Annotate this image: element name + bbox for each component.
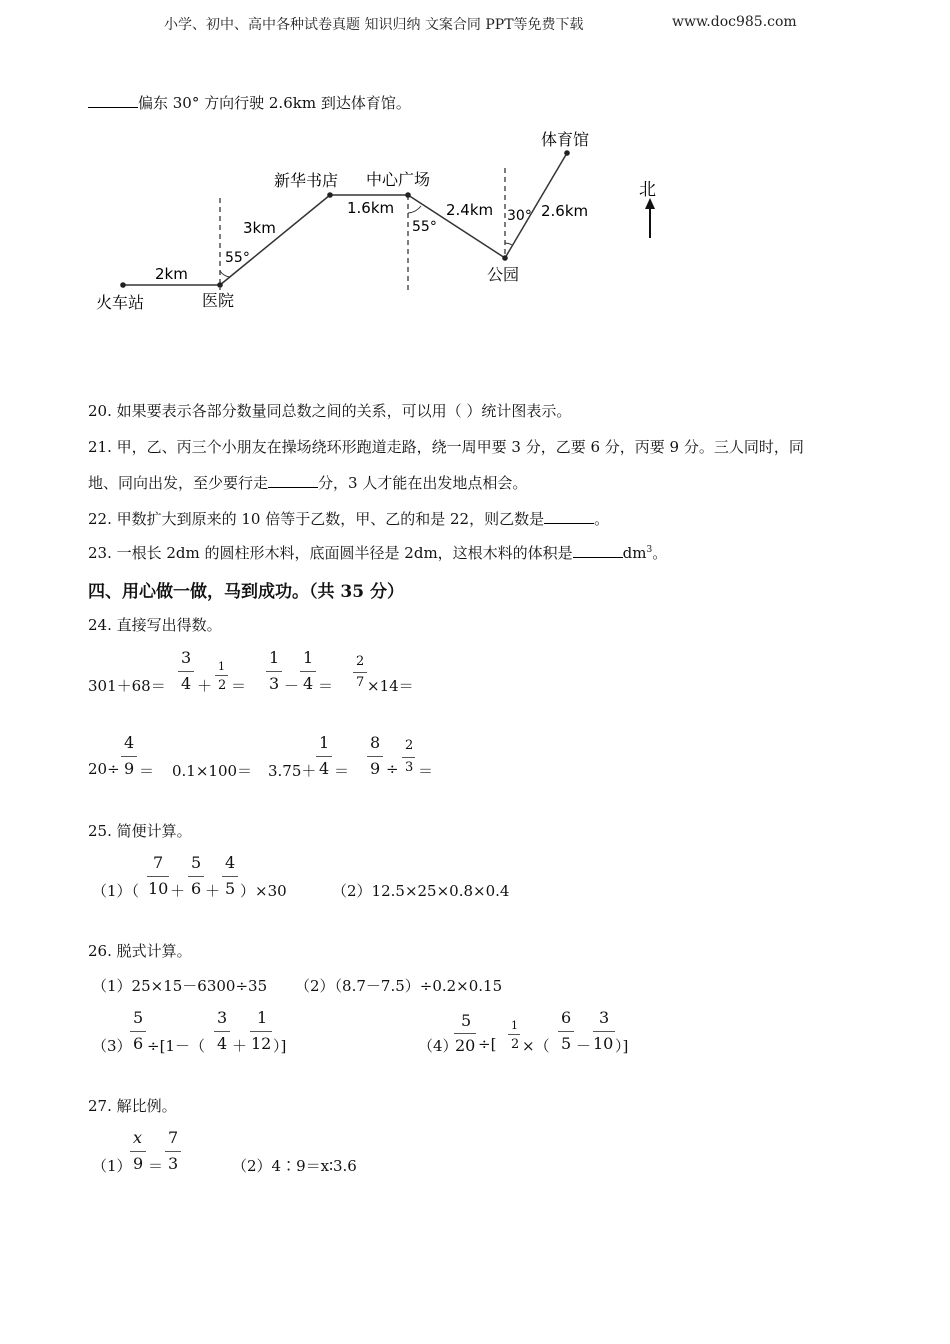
fraction-bar: [130, 1151, 146, 1152]
fraction-num: 1: [319, 733, 330, 752]
header-url[interactable]: www.doc985.com: [672, 14, 797, 30]
q26-p3-pre: （3）: [92, 1037, 132, 1055]
fraction-num: x: [133, 1128, 143, 1147]
fraction-bar: [402, 757, 415, 758]
fraction-num: 4: [124, 733, 135, 752]
q26-p4-post: ）]: [615, 1037, 629, 1055]
q24-expr-1: 301＋68＝: [88, 677, 166, 695]
q23: [88, 542, 667, 563]
fraction-num: 3: [599, 1008, 610, 1027]
fraction-bar: [367, 756, 383, 757]
north-label: 北: [639, 180, 656, 200]
answer-blank[interactable]: [268, 473, 318, 488]
label-square: 中心广场: [366, 170, 431, 189]
fraction-den: 7: [356, 675, 365, 690]
fraction-den: 3: [168, 1154, 179, 1173]
fraction-den: 4: [319, 759, 330, 778]
fraction-bar: [454, 1033, 476, 1034]
point-square: [405, 192, 411, 198]
op: －: [576, 1037, 592, 1055]
fraction-den: 6: [133, 1034, 144, 1053]
fraction-bar: [130, 1031, 146, 1032]
fraction-den: 9: [370, 759, 381, 778]
q23-unit-sup: 3: [646, 545, 653, 555]
q23-end: 。: [652, 544, 668, 562]
dist-4: 2.4km: [446, 201, 494, 219]
q26-title: 26. 脱式计算。: [88, 942, 192, 960]
eq: ＝: [334, 762, 350, 780]
fraction-num: 1: [257, 1008, 268, 1027]
fraction-bar: [300, 671, 316, 672]
dist-1: 2km: [155, 265, 188, 283]
fraction-den: 10: [148, 879, 169, 898]
fraction-bar: [353, 672, 367, 673]
eq: ＝: [231, 677, 247, 695]
q26-p1: （1）25×15－6300÷35: [92, 977, 268, 995]
q21-line1: 21. 甲，乙、丙三个小朋友在操场绕环形跑道走路，绕一周甲要 3 分，乙要 6 分，丙要 9 分。三人同时，同: [88, 438, 804, 456]
route-segment: [220, 195, 330, 285]
fraction-bar: [147, 876, 169, 877]
fraction-num: 8: [370, 733, 381, 752]
answer-blank[interactable]: [544, 509, 594, 524]
fraction-den: 10: [593, 1034, 614, 1053]
fraction-num: 7: [153, 853, 164, 872]
fraction-bar: [558, 1031, 574, 1032]
eq: ＝: [418, 762, 434, 780]
q26-p2: （2）（8.7－7.5）÷0.2×0.15: [295, 977, 503, 995]
fraction-num: 3: [217, 1008, 228, 1027]
q25-p2: （2）12.5×25×0.8×0.4: [332, 882, 510, 900]
dist-5: 2.6km: [541, 202, 589, 220]
fraction-num: 5: [191, 853, 202, 872]
fraction-den: 9: [124, 759, 135, 778]
fraction-den: 20: [455, 1036, 476, 1055]
point-station: [120, 282, 126, 288]
fraction-bar: [593, 1031, 615, 1032]
dist-3: 1.6km: [347, 199, 395, 217]
fraction-num: 1: [303, 648, 314, 667]
op: －: [284, 677, 300, 695]
fraction-bar: [250, 1031, 272, 1032]
angle-2: 55°: [412, 219, 437, 235]
fraction-bar: [266, 671, 282, 672]
fraction-num: 4: [225, 853, 236, 872]
eq: ＝: [318, 677, 334, 695]
fraction-num: 1: [269, 648, 280, 667]
point-gym: [564, 150, 570, 156]
label-station: 火车站: [96, 293, 145, 312]
op: ＋: [170, 882, 186, 900]
q24-expr-4-tail: ×14＝: [367, 677, 414, 695]
op: ＋: [197, 677, 213, 695]
q25-p1-pre: （1）（: [92, 882, 140, 900]
eq: ＝: [148, 1157, 164, 1175]
q26-p3-post: ）]: [273, 1037, 287, 1055]
q24-title: 24. 直接写出得数。: [88, 616, 222, 634]
fraction-num: 1: [218, 660, 225, 673]
fraction-den: 5: [561, 1034, 572, 1053]
fraction-bar: [215, 675, 228, 676]
angle-1: 55°: [225, 250, 250, 266]
fraction-num: 5: [133, 1008, 144, 1027]
header-left: 小学、初中、高中各种试卷真题 知识归纳 文案合同 PPT等免费下载: [164, 17, 584, 33]
point-park: [502, 255, 508, 261]
angle-arc: [220, 271, 230, 277]
q24-expr-6: 0.1×100＝: [172, 762, 253, 780]
angle-arc: [505, 243, 512, 245]
q20: 20. 如果要表示各部分数量同总数之间的关系，可以用（ ）统计图表示。: [88, 402, 572, 420]
fraction-den: 5: [225, 879, 236, 898]
fraction-den: 4: [303, 674, 314, 693]
answer-blank[interactable]: [88, 93, 138, 108]
q25-title: 25. 简便计算。: [88, 822, 192, 840]
q25-p1-post: ）×30: [240, 882, 287, 900]
fraction-bar: [222, 876, 238, 877]
fraction-num: 3: [181, 648, 192, 667]
dist-2: 3km: [243, 219, 276, 237]
fraction-den: 3: [405, 760, 414, 775]
q23-text: 23. 一根长 2dm 的圆柱形木料，底面圆半径是 2dm，这根木料的体积是: [88, 544, 573, 562]
q19-line: [88, 92, 411, 113]
fraction-den: 12: [251, 1034, 272, 1053]
fraction-den: 9: [133, 1154, 144, 1173]
fraction-bar: [188, 876, 204, 877]
angle-arc: [408, 206, 421, 213]
op: ＋: [205, 882, 221, 900]
q21-line2: [88, 472, 527, 493]
fraction-den: 6: [191, 879, 202, 898]
section-title: 四、用心做一做，马到成功。（共 35 分）: [88, 582, 404, 602]
op: ÷: [386, 760, 399, 778]
fraction-den: 3: [269, 674, 280, 693]
angle-3: 30°: [507, 208, 532, 224]
fraction-bar: [316, 756, 332, 757]
point-hospital: [217, 282, 223, 288]
q26-p4-mid1: ÷[: [478, 1035, 497, 1053]
fraction-num: 6: [561, 1008, 572, 1027]
eq: ＝: [139, 762, 155, 780]
fraction-den: 2: [218, 678, 227, 693]
answer-blank[interactable]: [573, 543, 623, 558]
fraction-bar: [508, 1034, 520, 1035]
q26-p4-pre: （4）: [418, 1037, 458, 1055]
fraction-den: 4: [181, 674, 192, 693]
q27-title: 27. 解比例。: [88, 1097, 177, 1115]
q22-text: 22. 甲数扩大到原来的 10 倍等于乙数，甲、乙的和是 22，则乙数是: [88, 510, 545, 528]
op: ＋: [232, 1037, 248, 1055]
fraction-bar: [178, 671, 194, 672]
q26-p3-mid: ÷[1－（: [147, 1037, 205, 1055]
fraction-bar: [214, 1031, 230, 1032]
label-bookstore: 新华书店: [274, 171, 339, 190]
q21-text-a: 地、同向出发，至少要行走: [88, 474, 269, 492]
q21-text-b: 分，3 人才能在出发地点相会。: [318, 474, 528, 492]
fraction-den: 4: [217, 1034, 228, 1053]
q24-expr-7-pre: 3.75＋: [268, 762, 317, 780]
q22: [88, 508, 609, 529]
label-gym: 体育馆: [541, 130, 590, 149]
fraction-num: 5: [461, 1011, 472, 1030]
fraction-num: 2: [356, 654, 365, 669]
fraction-num: 7: [168, 1128, 179, 1147]
fraction-num: 1: [511, 1019, 518, 1032]
fraction-bar: [121, 756, 137, 757]
point-bookstore: [327, 192, 333, 198]
q19-text: 偏东 30° 方向行驶 2.6km 到达体育馆。: [138, 94, 411, 112]
fraction-den: 2: [511, 1037, 520, 1052]
label-park: 公园: [487, 265, 520, 284]
q27-p1-pre: （1）: [92, 1157, 132, 1175]
q27-p2: （2）4∶9＝x∶3.6: [232, 1157, 357, 1175]
fraction-bar: [165, 1151, 181, 1152]
label-hospital: 医院: [202, 291, 235, 310]
route-diagram: [0, 120, 700, 320]
q23-unit: dm: [622, 544, 647, 562]
fraction-num: 2: [405, 738, 414, 753]
q26-p4-mid2: ×（: [522, 1037, 550, 1055]
q24-expr-5-pre: 20÷: [88, 760, 120, 778]
q22-end: 。: [594, 510, 610, 528]
